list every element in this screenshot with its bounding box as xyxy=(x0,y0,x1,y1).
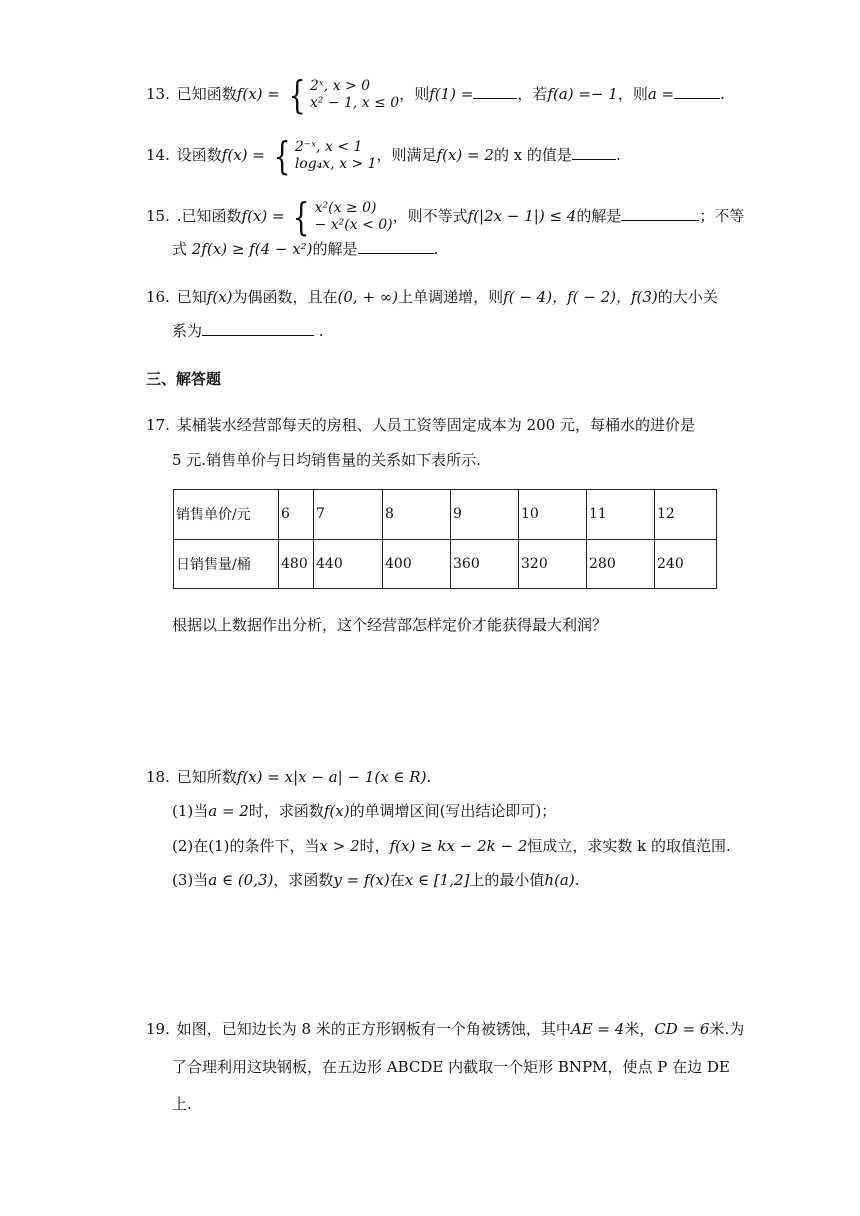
question-number: 14. xyxy=(146,146,170,164)
question-14: 14. 设函数f(x) = { 2⁻ˣ, x < 1 log₄x, x > 1 ，则满足f(x) = 2的 x 的值是 . xyxy=(146,134,621,178)
table-cell: 240 xyxy=(655,539,717,589)
question-18: 18. 已知所数f(x) = x|x − a| − 1(x ∈ R). xyxy=(146,768,432,786)
price-sales-table xyxy=(173,489,717,589)
row-header: 日销售量/桶 xyxy=(174,539,279,589)
table-cell: 8 xyxy=(383,490,451,540)
question-number: 15. xyxy=(146,207,170,225)
question-16: 16. 已知f(x)为偶函数，且在(0, + ∞)上单调递增，则f( − 4)，f( − 2)，f(3)的大小关 xyxy=(146,288,718,306)
question-18-part3: (3)当a ∈ (0,3)，求函数y = f(x)在x ∈ [1,2]上的最小值h(a). xyxy=(172,871,580,889)
question-15: 15. .已知函数f(x) = { x²(x ≥ 0) − x²(x < 0) ，则不等式f(|2x − 1|) ≤ 4的解是 ；不等 xyxy=(146,195,745,239)
question-13: 13. 已知函数f(x) = { 2ˣ, x > 0 x² − 1, x ≤ 0 ，则f(1) = ，若f(a) =− 1，则a = . xyxy=(146,73,725,117)
question-15-line2: 式 2f(x) ≥ f(4 − x²)的解是 . xyxy=(172,240,439,258)
answer-blank xyxy=(358,239,434,254)
table-cell: 280 xyxy=(587,539,655,589)
answer-blank xyxy=(621,206,699,221)
question-number: 16. xyxy=(146,288,170,306)
answer-blank xyxy=(202,321,314,336)
question-17: 17. 某桶装水经营部每天的房租、人员工资等固定成本为 200 元，每桶水的进价是 xyxy=(146,416,695,434)
piecewise: { 2ˣ, x > 0 x² − 1, x ≤ 0 xyxy=(288,73,400,117)
table-cell: 10 xyxy=(519,490,587,540)
question-18-part2: (2)在(1)的条件下，当x > 2时，f(x) ≥ kx − 2k − 2恒成立，求实数 k 的取值范围. xyxy=(172,837,731,855)
question-number: 17. xyxy=(146,416,170,434)
table-cell: 400 xyxy=(383,539,451,589)
section-heading: 三、解答题 xyxy=(146,370,222,388)
table-row xyxy=(174,490,717,540)
piecewise: { x²(x ≥ 0) − x²(x < 0) xyxy=(293,195,393,239)
question-16-line2: 系为 . xyxy=(172,322,324,340)
question-number: 18. xyxy=(146,768,170,786)
table-cell: 440 xyxy=(314,539,383,589)
table-row xyxy=(174,539,717,589)
table-cell: 7 xyxy=(314,490,383,540)
answer-blank xyxy=(473,84,517,99)
math: f(x) = xyxy=(236,85,280,103)
table-cell: 320 xyxy=(519,539,587,589)
row-header: 销售单价/元 xyxy=(174,490,279,540)
answer-blank xyxy=(572,145,616,160)
question-number: 19. xyxy=(146,1020,170,1038)
question-18-part1: (1)当a = 2时，求函数f(x)的单调增区间(写出结论即可)； xyxy=(172,802,557,820)
table-cell: 11 xyxy=(587,490,655,540)
table-cell: 12 xyxy=(655,490,717,540)
question-number: 13. xyxy=(146,85,170,103)
answer-blank xyxy=(674,84,720,99)
question-19: 19. 如图，已知边长为 8 米的正方形钢板有一个角被锈蚀，其中AE = 4米，CD = 6米.为 xyxy=(146,1020,745,1038)
table-cell: 360 xyxy=(451,539,519,589)
table-cell: 6 xyxy=(279,490,314,540)
piecewise: { 2⁻ˣ, x < 1 log₄x, x > 1 xyxy=(273,134,377,178)
question-19-line2: 了合理利用这块钢板，在五边形 ABCDE 内截取一个矩形 BNPM，使点 P 在边 DE xyxy=(172,1058,730,1076)
question-17-line2: 5 元.销售单价与日均销售量的关系如下表所示. xyxy=(172,451,481,469)
table-cell: 480 xyxy=(279,539,314,589)
table-cell: 9 xyxy=(451,490,519,540)
question-19-line3: 上. xyxy=(172,1095,192,1113)
question-17-ask: 根据以上数据作出分析，这个经营部怎样定价才能获得最大利润？ xyxy=(172,616,608,634)
